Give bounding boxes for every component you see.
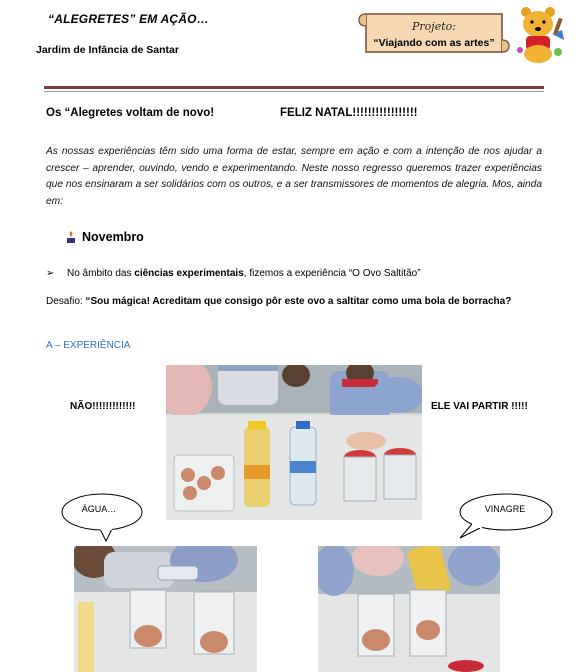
month-heading: Novembro	[82, 230, 144, 244]
bullet-bold: ciências experimentais	[134, 268, 244, 279]
page-heading: Os “Alegretes voltam de novo!	[46, 107, 215, 119]
project-label: Projeto:	[412, 20, 456, 33]
arrow-bullet-icon: ➢	[46, 268, 55, 279]
experiment-photo-main	[166, 365, 422, 520]
experiment-bullet	[67, 268, 421, 279]
experiment-photo-water	[74, 546, 257, 672]
school-title: “ALEGRETES” EM AÇÃO…	[48, 12, 209, 26]
bubble-vinegar-text: VINAGRE	[484, 504, 526, 514]
intro-paragraph: As nossas experiências têm sido uma forma de estar, sempre em ação e com a intenção de nos ajudar a crescer – aprender, ouvindo, vendo e experimentando. Neste nosso regresso queremos trazer experiências que nos ensinaram a ser solidários com os outros, e a ser transmissores de momentos de alegria. Mos, ainda em:	[46, 146, 542, 207]
speech-bubble-water	[60, 492, 144, 542]
project-scroll-banner	[358, 10, 510, 56]
challenge-text: “Sou mágica! Acreditam que consigo pôr este ovo a saltitar como uma bola de borracha?	[85, 296, 512, 307]
section-a-title: A – EXPERIÊNCIA	[46, 340, 131, 351]
experiment-photo-vinegar	[318, 546, 500, 672]
bullet-prefix: No âmbito das	[67, 268, 135, 279]
bullet-suffix: , fizemos a experiência “O Ovo Saltitão”	[243, 268, 421, 279]
bear-mascot-icon	[512, 4, 566, 66]
caption-right: ELE VAI PARTIR !!!!!	[431, 401, 528, 412]
challenge-line	[46, 296, 511, 307]
christmas-greeting: FELIZ NATAL!!!!!!!!!!!!!!!!!	[280, 107, 418, 119]
bubble-water-text: ÁGUA…	[81, 504, 117, 514]
challenge-label: Desafio:	[46, 296, 86, 307]
header-rule	[44, 86, 544, 89]
candle-bullet-icon	[64, 230, 78, 244]
speech-bubble-vinegar	[454, 492, 554, 540]
project-name: “Viajando com as artes”	[373, 37, 495, 49]
header-rule-thin	[44, 91, 544, 92]
school-subtitle: Jardim de Infância de Santar	[36, 44, 179, 56]
caption-left: NÃO!!!!!!!!!!!!!	[70, 401, 136, 412]
